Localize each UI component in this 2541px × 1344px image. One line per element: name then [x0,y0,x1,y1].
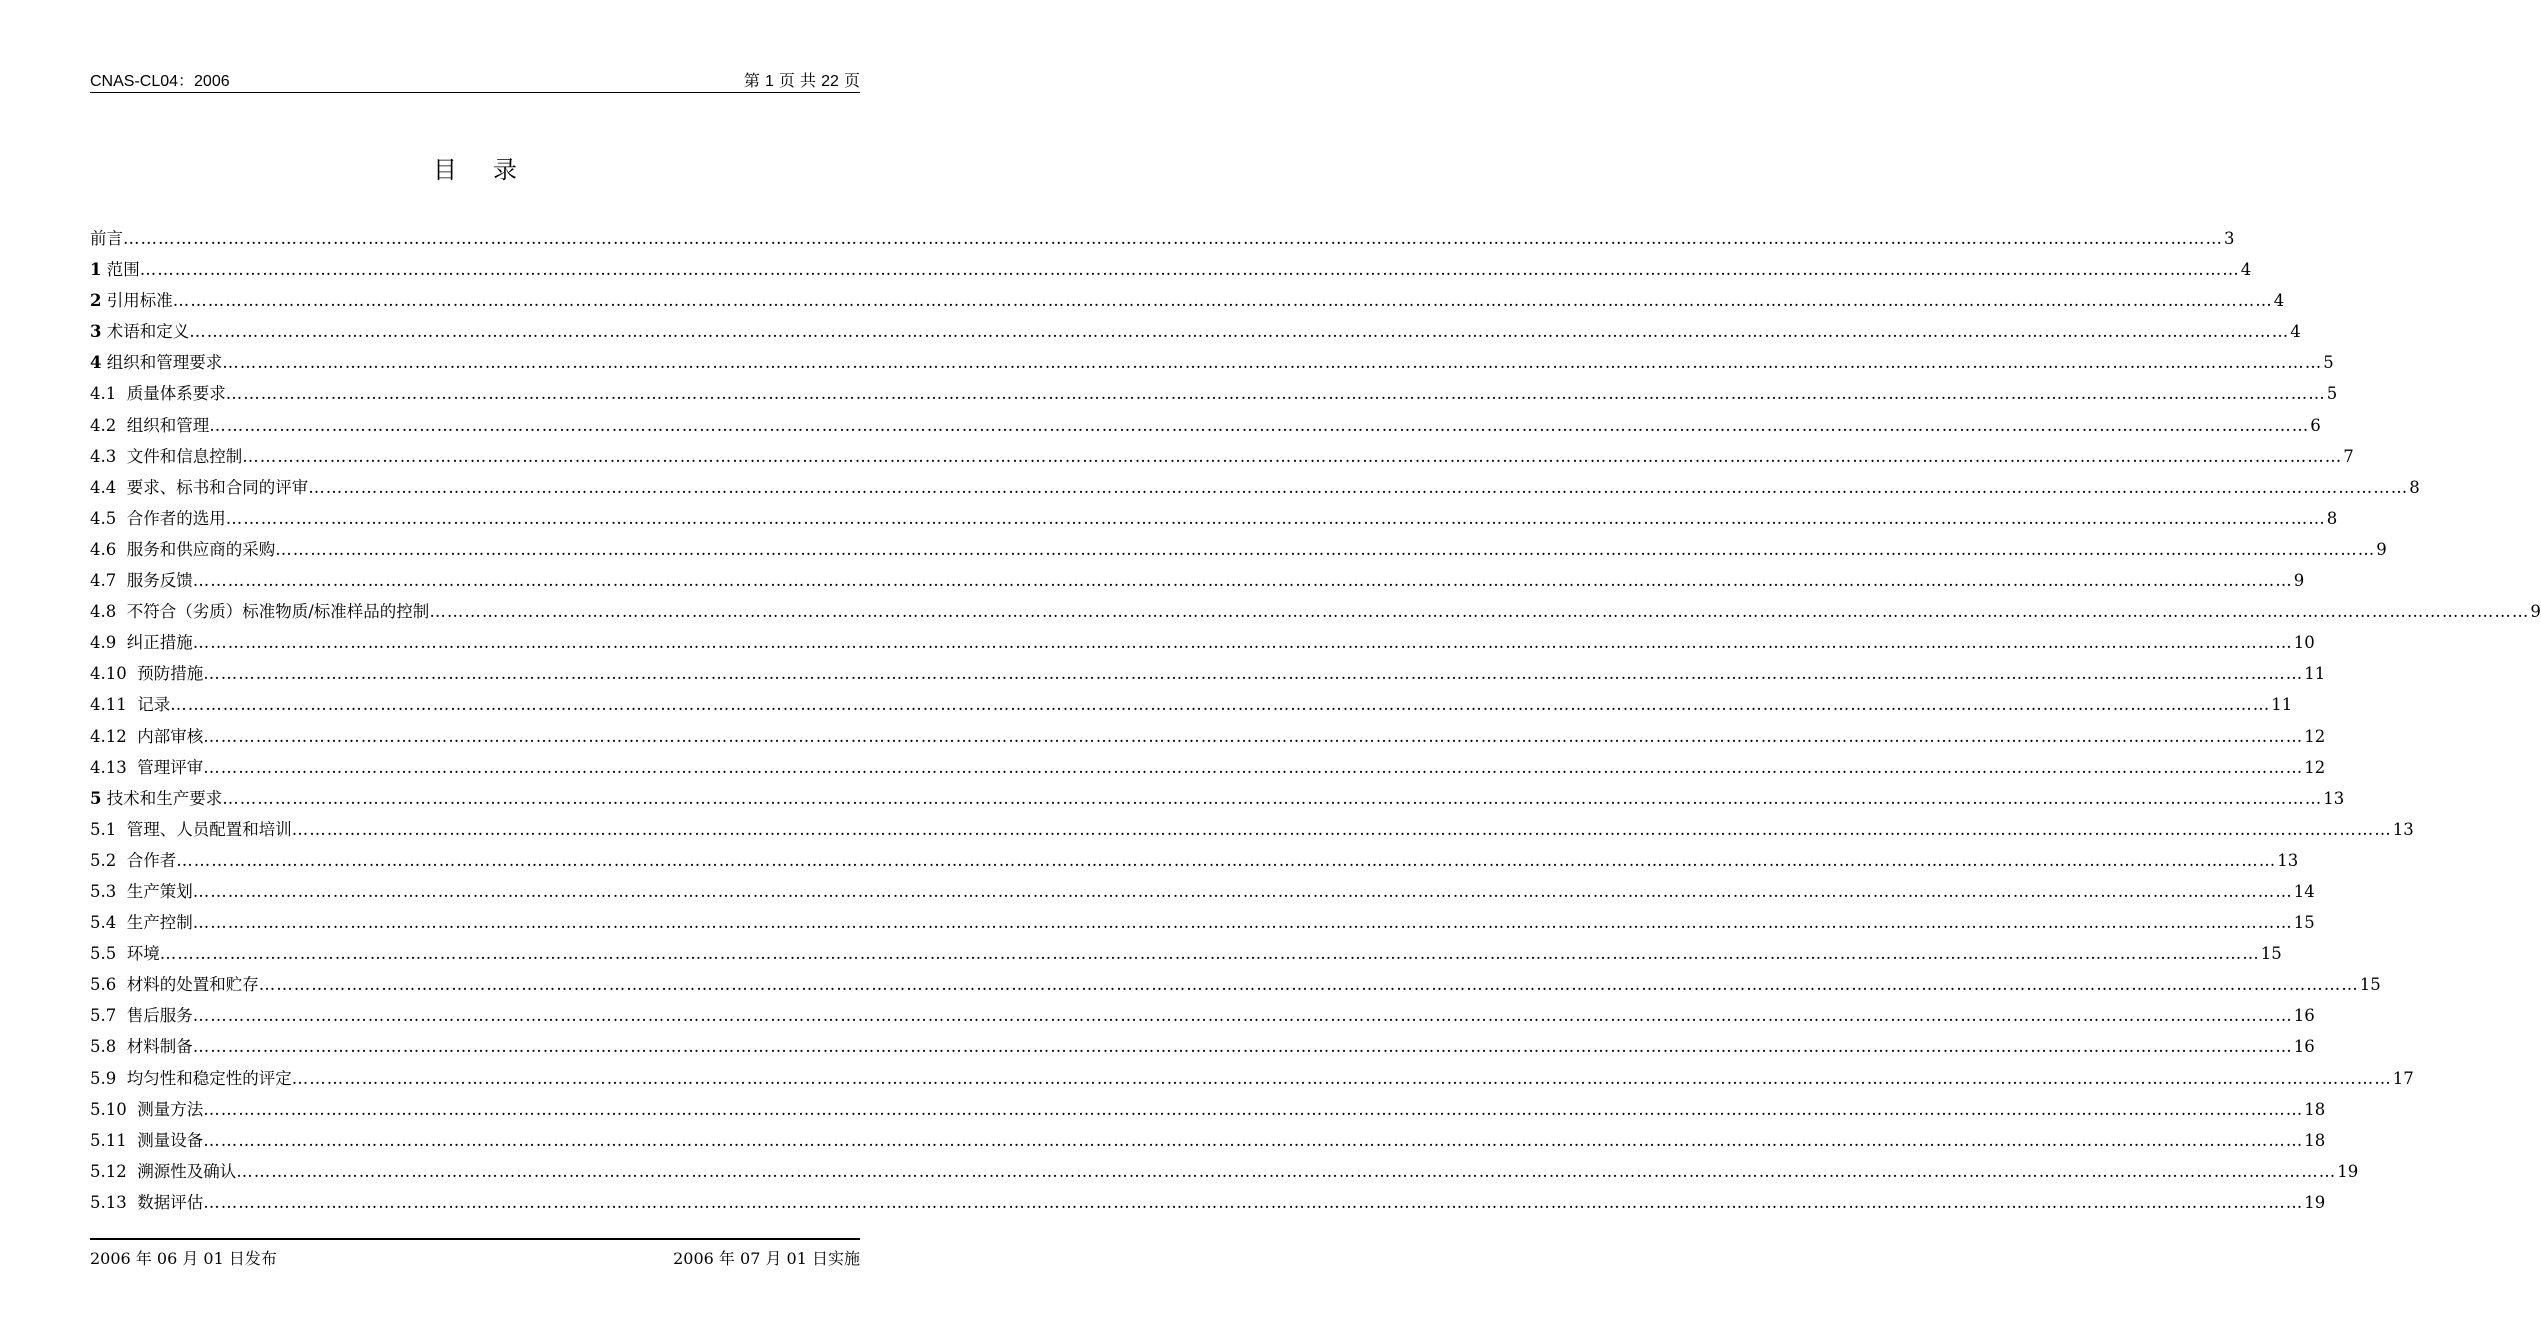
toc-dot-leader: ……………………………………………………………………………………………………………………………………………………………………………………………………………………………………………………………………………………………………………………………… [203,664,2304,684]
toc-entry-page: 4 [2290,322,2301,342]
toc-entry-title: 组织和管理要求 [106,353,223,373]
toc-entry-number: 5.3 [90,881,117,901]
toc-entry-title: 管理、人员配置和培训 [126,819,292,839]
toc-entry[interactable] [90,754,2326,785]
page-number: 1 [764,73,774,90]
toc-entry[interactable] [90,349,2334,380]
toc-dot-leader: ……………………………………………………………………………………………………………………………………………………………………………………………………………………………………………………………………………………………………………………………… [242,446,2343,466]
toc-entry-title: 预防措施 [137,664,204,684]
toc-dot-leader: ……………………………………………………………………………………………………………………………………………………………………………………………………………………………………………………………………………………………………………………………… [236,1161,2337,1181]
toc-dot-leader: ……………………………………………………………………………………………………………………………………………………………………………………………………………………………………………………………………………………………………………………………… [203,1130,2304,1150]
toc-dot-leader: ……………………………………………………………………………………………………………………………………………………………………………………………………………………………………………………………………………………………………………………………… [258,975,2359,995]
toc-dot-leader: ……………………………………………………………………………………………………………………………………………………………………………………………………………………………………………………………………………………………………………………………… [275,539,2376,559]
page-title: 目录 [433,156,553,184]
toc-entry-number: 5.12 [90,1161,127,1181]
toc-entry[interactable] [90,412,2321,443]
toc-entry[interactable] [90,785,2345,816]
toc-entry-page: 13 [2323,788,2345,808]
toc-dot-leader: ……………………………………………………………………………………………………………………………………………………………………………………………………………………………………………………………………………………………………………………………… [123,229,2223,248]
toc-entry-number: 5.10 [90,1099,127,1119]
toc-entry-title: 服务反馈 [126,571,193,591]
toc-entry-number: 3 [90,322,102,342]
toc-entry-title: 引用标准 [106,291,173,311]
toc-dot-leader: ……………………………………………………………………………………………………………………………………………………………………………………………………………………………………………………………………………………………………………………………… [189,322,2290,342]
toc-entry-title: 生产策划 [126,881,193,901]
page-total: 22 [821,73,839,90]
toc-entry-page: 10 [2293,633,2315,653]
toc-entry-page: 17 [2392,1068,2414,1088]
toc-entry-number: 5.13 [90,1192,127,1212]
toc-entry[interactable] [90,909,2315,940]
toc-entry-number: 1 [90,260,102,280]
toc-entry-number: 2 [90,291,102,311]
toc-entry-number: 5.4 [90,913,117,933]
toc-entry-title: 质量体系要求 [126,384,226,404]
toc-entry-page: 9 [2530,602,2541,622]
toc-entry-number: 4.8 [90,602,117,622]
toc-entry-number: 4.13 [90,757,127,777]
toc-entry-page: 4 [2240,260,2252,280]
page-mid: 页 共 [773,71,822,90]
toc-entry-number: 5.9 [90,1068,117,1088]
toc-entry-page: 4 [2273,291,2285,311]
toc-entry-page: 8 [2409,477,2420,497]
toc-entry-number: 4.3 [90,446,117,466]
toc-entry[interactable] [90,474,2420,505]
toc-entry-title: 不符合（劣质）标准物质/标准样品的控制 [126,602,430,622]
toc-entry-title: 环境 [126,944,160,964]
toc-entry[interactable] [90,1158,2359,1189]
toc-entry[interactable] [90,629,2315,660]
toc-entry[interactable] [90,256,2252,287]
toc-entry-number: 4.11 [90,695,127,715]
toc-entry[interactable] [90,505,2338,536]
toc-entry-page: 12 [2304,726,2326,746]
toc-entry-page: 15 [2359,975,2381,995]
toc-entry[interactable] [90,723,2326,754]
toc-entry[interactable] [90,1033,2315,1064]
toc-entry[interactable] [90,318,2301,349]
toc-entry-title: 纠正措施 [126,633,193,653]
toc-dot-leader: ……………………………………………………………………………………………………………………………………………………………………………………………………………………………………………………………………………………………………………………………… [176,850,2277,870]
toc-entry-page: 18 [2304,1099,2326,1119]
toc-entry-number: 4.10 [90,664,127,684]
toc-entry-title: 合作者 [126,850,177,870]
toc-entry-page: 5 [2323,353,2334,373]
toc-dot-leader: ……………………………………………………………………………………………………………………………………………………………………………………………………………………………………………………………………………………………………………………………… [203,726,2304,746]
toc-entry-number: 5.5 [90,944,117,964]
toc-entry-page: 19 [2304,1192,2326,1212]
toc-entry-title: 技术和生产要求 [106,788,223,808]
toc-dot-leader: ……………………………………………………………………………………………………………………………………………………………………………………………………………………………………………………………………………………………………………………………… [192,1006,2293,1026]
toc-entry-page: 19 [2337,1161,2359,1181]
toc-entry-number: 4.5 [90,508,117,528]
toc-entry-number: 4.7 [90,571,117,591]
toc-entry-title: 管理评审 [137,757,204,777]
toc-dot-leader: ……………………………………………………………………………………………………………………………………………………………………………………………………………………………………………………………………………………………………………………………… [192,633,2293,653]
toc-entry[interactable] [90,443,2354,474]
toc-dot-leader: ……………………………………………………………………………………………………………………………………………………………………………………………………………………………………………………………………………………………………………………………… [139,260,2240,280]
toc-entry[interactable] [90,691,2293,722]
toc-entry-number: 4.4 [90,477,117,497]
table-of-contents [90,225,2541,1220]
toc-entry[interactable] [90,536,2387,567]
toc-entry-title: 均匀性和稳定性的评定 [126,1068,292,1088]
toc-entry-title: 数据评估 [137,1192,204,1212]
toc-entry-page: 18 [2304,1130,2326,1150]
toc-entry-number: 5 [90,788,102,808]
toc-entry-title: 生产控制 [126,913,193,933]
page-suffix: 页 [838,71,860,90]
toc-entry-page: 11 [2271,695,2293,715]
toc-entry-page: 16 [2293,1037,2315,1057]
toc-entry-page: 9 [2376,539,2387,559]
toc-entry-page: 9 [2293,571,2305,591]
effective-date: 2006 年 07 月 01 日实施 [673,1249,860,1268]
issue-date: 2006 年 06 月 01 日发布 [90,1249,277,1268]
toc-dot-leader: ……………………………………………………………………………………………………………………………………………………………………………………………………………………………………………………………………………………………………………………………… [222,353,2323,373]
toc-dot-leader: ……………………………………………………………………………………………………………………………………………………………………………………………………………………………………………………………………………………………………………………………… [203,1192,2304,1212]
toc-entry-number: 4.2 [90,415,117,435]
toc-entry-page: 15 [2293,913,2315,933]
toc-entry[interactable] [90,1096,2326,1127]
toc-dot-leader: ……………………………………………………………………………………………………………………………………………………………………………………………………………………………………………………………………………………………………………………………… [222,788,2323,808]
toc-dot-leader: ……………………………………………………………………………………………………………………………………………………………………………………………………………………………………………………………………………………………………………………………… [192,881,2293,901]
toc-entry-number: 5.1 [90,819,117,839]
toc-entry-title: 记录 [137,695,171,715]
toc-dot-leader: ……………………………………………………………………………………………………………………………………………………………………………………………………………………………………………………………………………………………………………………………… [192,1037,2293,1057]
page-prefix: 第 [743,71,765,90]
toc-entry[interactable] [90,1189,2326,1220]
header-rule [90,92,860,93]
toc-dot-leader: ……………………………………………………………………………………………………………………………………………………………………………………………………………………………………………………………………………………………………………………………… [192,913,2293,933]
toc-entry-page: 5 [2326,384,2338,404]
toc-entry-page: 3 [2224,229,2235,248]
toc-entry-page: 12 [2304,757,2326,777]
toc-entry-page: 15 [2260,944,2282,964]
toc-entry-page: 7 [2343,446,2354,466]
toc-entry-page: 11 [2304,664,2326,684]
toc-entry[interactable] [90,225,2235,256]
toc-entry[interactable] [90,878,2315,909]
toc-entry[interactable] [90,287,2285,318]
page-header [90,68,860,90]
toc-entry-number: 4 [90,353,102,373]
page-indicator [744,68,860,91]
toc-entry[interactable] [90,971,2381,1002]
toc-entry-page: 14 [2293,881,2315,901]
toc-dot-leader: ……………………………………………………………………………………………………………………………………………………………………………………………………………………………………………………………………………………………………………………………… [225,384,2326,404]
toc-entry-number: 5.11 [90,1130,127,1150]
document-id: CNAS-CL04：2006 [90,73,230,90]
toc-entry-title: 范围 [106,260,140,280]
toc-entry[interactable] [90,1002,2315,1033]
toc-dot-leader: ……………………………………………………………………………………………………………………………………………………………………………………………………………………………………………………………………………………………………………………………… [203,757,2304,777]
toc-entry-number: 5.6 [90,975,117,995]
toc-entry-number: 5.8 [90,1037,117,1057]
toc-entry-title: 内部审核 [137,726,204,746]
toc-entry-page: 13 [2277,850,2299,870]
toc-entry[interactable] [90,816,2414,847]
toc-entry-number: 4.12 [90,726,127,746]
toc-entry-number: 5.7 [90,1006,117,1026]
toc-entry-title: 材料制备 [126,1037,193,1057]
toc-entry-title: 溯源性及确认 [137,1161,237,1181]
toc-entry-title: 前言 [90,229,123,248]
toc-dot-leader: ……………………………………………………………………………………………………………………………………………………………………………………………………………………………………………………………………………………………………………………………… [308,477,2409,497]
toc-entry-title: 售后服务 [126,1006,193,1026]
toc-entry-title: 要求、标书和合同的评审 [126,477,309,497]
toc-dot-leader: ……………………………………………………………………………………………………………………………………………………………………………………………………………………………………………………………………………………………………………………………… [225,508,2326,528]
toc-dot-leader: ……………………………………………………………………………………………………………………………………………………………………………………………………………………………………………………………………………………………………………………………… [192,571,2293,591]
toc-dot-leader: ……………………………………………………………………………………………………………………………………………………………………………………………………………………………………………………………………………………………………………………………… [159,944,2260,964]
toc-entry[interactable] [90,660,2326,691]
toc-entry[interactable] [90,1065,2414,1096]
toc-entry[interactable] [90,940,2282,971]
toc-entry[interactable] [90,380,2338,411]
toc-dot-leader: ……………………………………………………………………………………………………………………………………………………………………………………………………………………………………………………………………………………………………………………………… [172,291,2273,311]
toc-entry-page: 8 [2326,508,2338,528]
toc-dot-leader: ……………………………………………………………………………………………………………………………………………………………………………………………………………………………………………………………………………………………………………………………… [170,695,2271,715]
toc-entry-number: 4.6 [90,539,117,559]
toc-entry-number: 4.1 [90,384,117,404]
toc-dot-leader: ……………………………………………………………………………………………………………………………………………………………………………………………………………………………………………………………………………………………………………………………… [291,819,2392,839]
toc-entry-title: 合作者的选用 [126,508,226,528]
toc-entry-title: 材料的处置和贮存 [126,975,259,995]
toc-entry-page: 6 [2310,415,2321,435]
toc-entry[interactable] [90,1127,2326,1158]
footer-rule [90,1238,860,1240]
toc-entry-page: 13 [2392,819,2414,839]
toc-entry-title: 文件和信息控制 [126,446,243,466]
toc-dot-leader: ……………………………………………………………………………………………………………………………………………………………………………………………………………………………………………………………………………………………………………………………… [203,1099,2304,1119]
toc-dot-leader: ……………………………………………………………………………………………………………………………………………………………………………………………………………………………………………………………………………………………………………………………… [209,415,2310,435]
toc-dot-leader: ……………………………………………………………………………………………………………………………………………………………………………………………………………………………………………………………………………………………………………………………… [429,602,2530,622]
toc-entry-number: 5.2 [90,850,117,870]
toc-entry-title: 组织和管理 [126,415,210,435]
toc-entry-title: 测量方法 [137,1099,204,1119]
toc-entry-number: 4.9 [90,633,117,653]
toc-entry[interactable] [90,567,2305,598]
toc-entry[interactable] [90,847,2299,878]
toc-dot-leader: ……………………………………………………………………………………………………………………………………………………………………………………………………………………………………………………………………………………………………………………………… [291,1068,2392,1088]
toc-entry-title: 术语和定义 [106,322,190,342]
toc-entry-title: 服务和供应商的采购 [126,539,276,559]
toc-entry[interactable] [90,598,2541,629]
toc-entry-title: 测量设备 [137,1130,204,1150]
toc-entry-page: 16 [2293,1006,2315,1026]
